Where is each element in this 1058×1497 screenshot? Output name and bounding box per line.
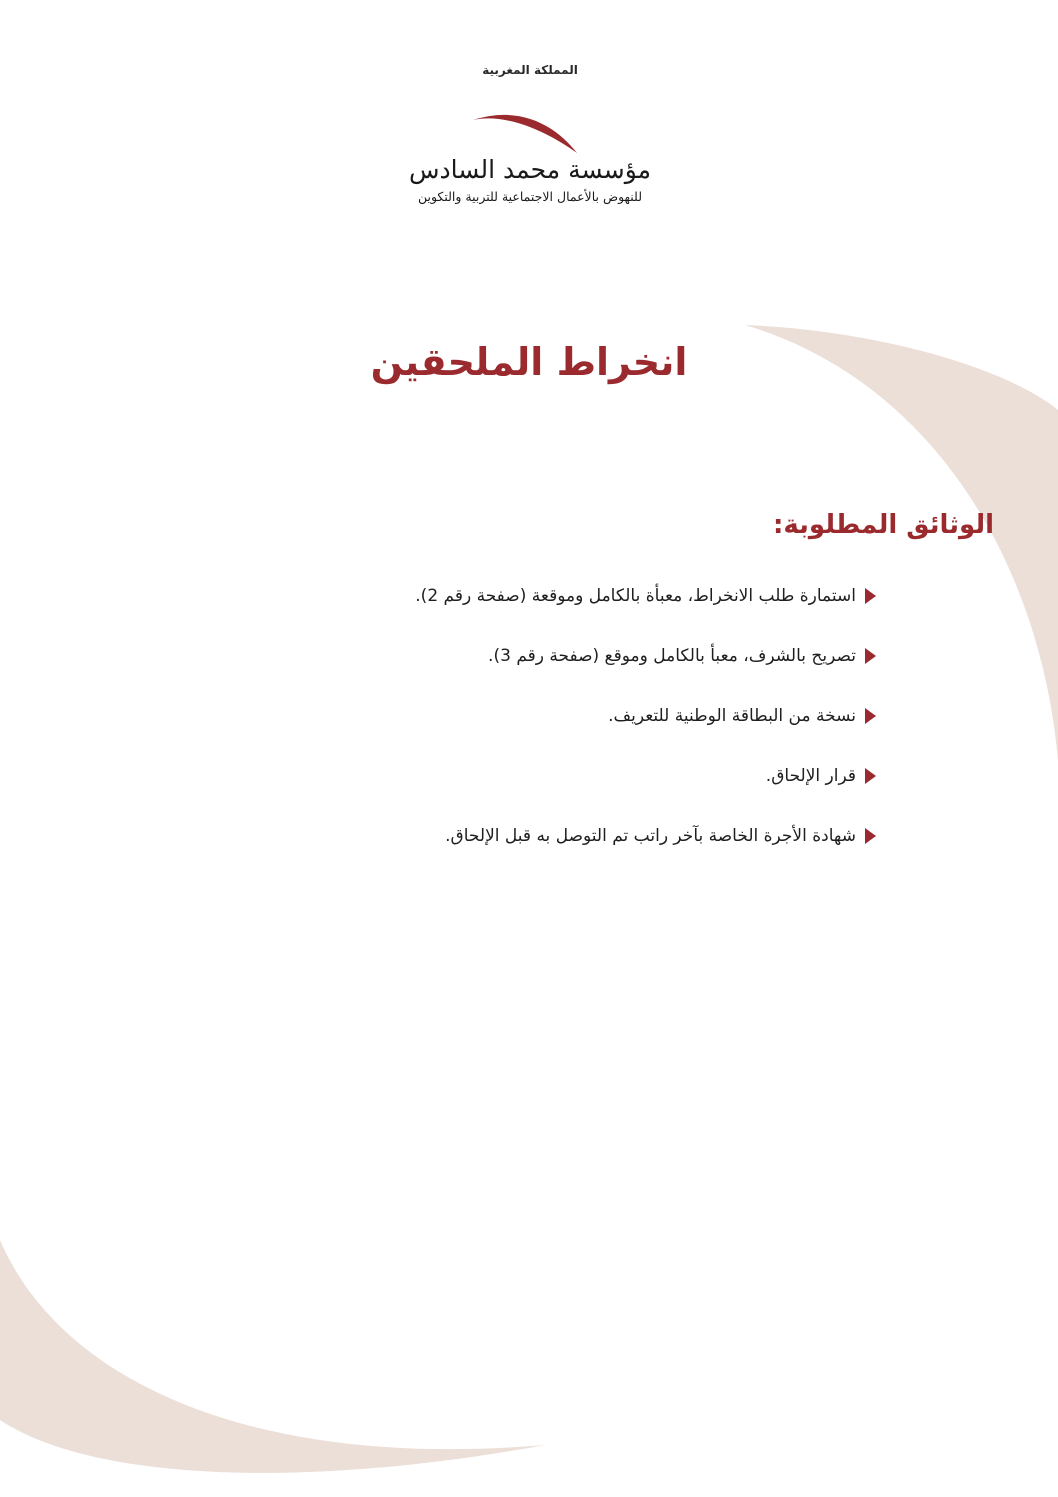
document-text: شهادة الأجرة الخاصة بآخر راتب تم التوصل به قبل الإلحاق. bbox=[445, 826, 856, 846]
bullet-arrow-icon bbox=[865, 708, 876, 724]
page-title: انخراط الملحقين bbox=[370, 340, 688, 384]
section-heading: الوثائق المطلوبة: bbox=[772, 510, 994, 540]
bullet-arrow-icon bbox=[865, 648, 876, 664]
logo-swoosh-icon bbox=[465, 85, 595, 155]
required-documents-list bbox=[278, 576, 878, 876]
country-label: المملكة المغربية bbox=[482, 63, 578, 77]
list-item bbox=[278, 696, 878, 756]
foundation-name: مؤسسة محمد السادس bbox=[408, 155, 652, 184]
list-item bbox=[278, 636, 878, 696]
list-item bbox=[278, 756, 878, 816]
list-item bbox=[278, 816, 878, 876]
document-text: تصريح بالشرف، معبأ بالكامل وموقع (صفحة رقم 3). bbox=[488, 646, 856, 666]
foundation-subtitle: للنهوض بالأعمال الاجتماعية للتربية والتكوين bbox=[417, 189, 643, 204]
foundation-logo bbox=[380, 55, 680, 225]
bullet-arrow-icon bbox=[865, 588, 876, 604]
bullet-arrow-icon bbox=[865, 768, 876, 784]
list-item bbox=[278, 576, 878, 636]
bullet-arrow-icon bbox=[865, 828, 876, 844]
document-text: قرار الإلحاق. bbox=[765, 766, 856, 786]
document-text: استمارة طلب الانخراط، معبأة بالكامل وموقعة (صفحة رقم 2). bbox=[415, 586, 856, 606]
document-text: نسخة من البطاقة الوطنية للتعريف. bbox=[608, 706, 856, 726]
